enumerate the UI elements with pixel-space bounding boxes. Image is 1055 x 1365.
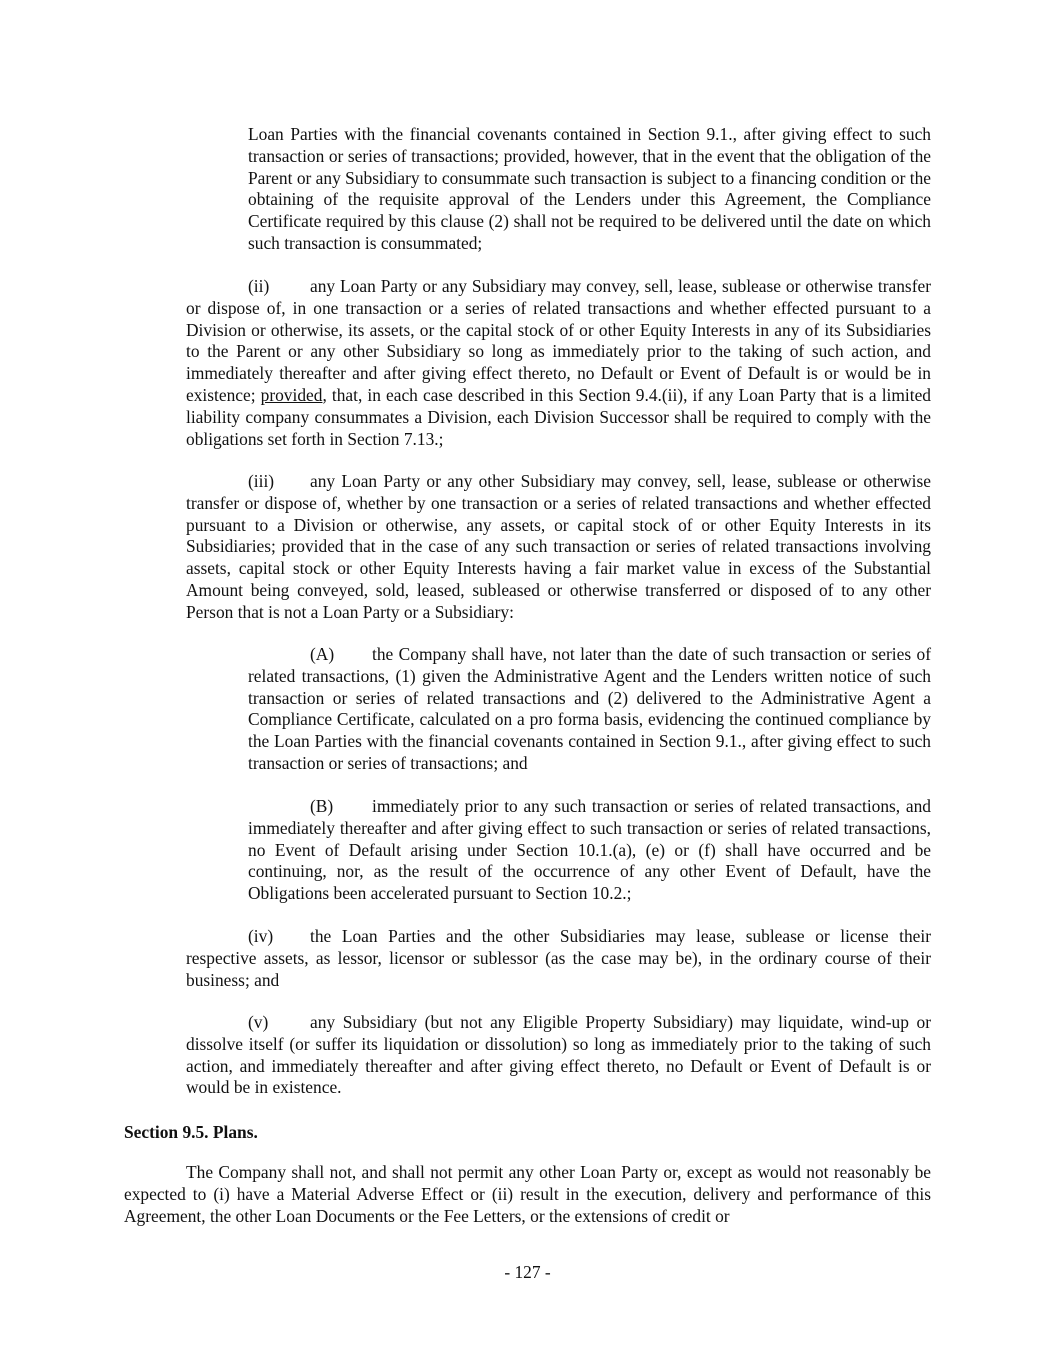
- provided-underlined: provided: [260, 384, 323, 405]
- clause-label: (ii): [248, 276, 270, 296]
- clause-iii: (iii) any Loan Party or any other Subsidiary may convey, sell, lease, sublease or otherwise transfer or dispose of, whether by one transaction or a series of related transactions and whether effected pursuant to a Division or otherwise, any assets, or capital stock of or other Equity Interests in its Subsidiaries; provided that in the case of any such transaction or series of related transactions involving assets, capital stock or other Equity Interests having a fair market value in excess of the Substantial Amount being conveyed, sold, leased, subleased or otherwise transferred or disposed of to any other Person that is not a Loan Party or a Subsidiary:: [186, 471, 931, 622]
- subclause-A: (A) the Company shall have, not later than the date of such transaction or series of related transactions, (1) given the Administrative Agent and the Lenders written notice of such transaction or series of related transactions and (2) delivered to the Administrative Agent a Compliance Certificate, calculated on a pro forma basis, evidencing the continued compliance by the Loan Parties with the financial covenants contained in Section 9.1., after giving effect to such transaction or series of transactions; and: [248, 644, 931, 773]
- clause-label: (A): [310, 644, 335, 664]
- clause-label: (iii): [248, 471, 275, 491]
- paragraph-continued: Loan Parties with the financial covenants contained in Section 9.1., after giving effect to such transaction or series of transactions; provided, however, that in the event that the obligation of the Parent or any Subsidiary to consummate such transaction is subject to a financing condition or the obtaining of the requisite approval of the Lenders under this Agreement, the Compliance Certificate required by this clause (2) shall not be required to be delivered until the date on which such transaction is consummated;: [248, 124, 931, 253]
- clause-label: (iv): [248, 926, 274, 946]
- clause-label: (v): [248, 1012, 269, 1032]
- clause-iv: (iv) the Loan Parties and the other Subsidiaries may lease, sublease or license their respective assets, as lessor, licensor or sublessor (as the case may be), in the ordinary course of their business; and: [186, 926, 931, 990]
- clause-label: (B): [310, 796, 334, 816]
- section-paragraph: The Company shall not, and shall not permit any other Loan Party or, except as would not reasonably be expected to (i) have a Material Adverse Effect or (ii) result in the execution, delivery and performance of this Agreement, the other Loan Documents or the Fee Letters, or the extensions of credit or: [124, 1162, 931, 1226]
- clause-ii: (ii) any Loan Party or any Subsidiary may convey, sell, lease, sublease or otherwise transfer or dispose of, in one transaction or a series of related transactions and whether effected pursuant to a Division or otherwise, its assets, or the capital stock of or other Equity Interests in any of its Subsidiaries to the Parent or any other Subsidiary so long as immediately prior to the taking of such action, and immediately thereafter and after giving effect thereto, no Default or Event of Default is or would be in existence; provided, that, in each case described in this Section 9.4.(ii), if any Loan Party that is a limited liability company consummates a Division, each Division Successor shall be required to comply with the obligations set forth in Section 7.13.;: [186, 276, 931, 449]
- page-number: - 127 -: [504, 1262, 551, 1282]
- subclause-B: (B) immediately prior to any such transaction or series of related transactions, and immediately thereafter and after giving effect to such transaction or series of related transactions, no Event of Default arising under Section 10.1.(a), (e) or (f) shall have occurred and be continuing, nor, as the result of the occurrence of any other Event of Default, have the Obligations been accelerated pursuant to Section 10.2.;: [248, 796, 931, 904]
- section-heading: Section 9.5. Plans.: [124, 1122, 258, 1142]
- clause-v: (v) any Subsidiary (but not any Eligible Property Subsidiary) may liquidate, wind-up or dissolve itself (or suffer its liquidation or dissolution) so long as immediately prior to the taking of such action, and immediately thereafter and after giving effect thereto, no Default or Event of Default is or would be in existence.: [186, 1012, 931, 1098]
